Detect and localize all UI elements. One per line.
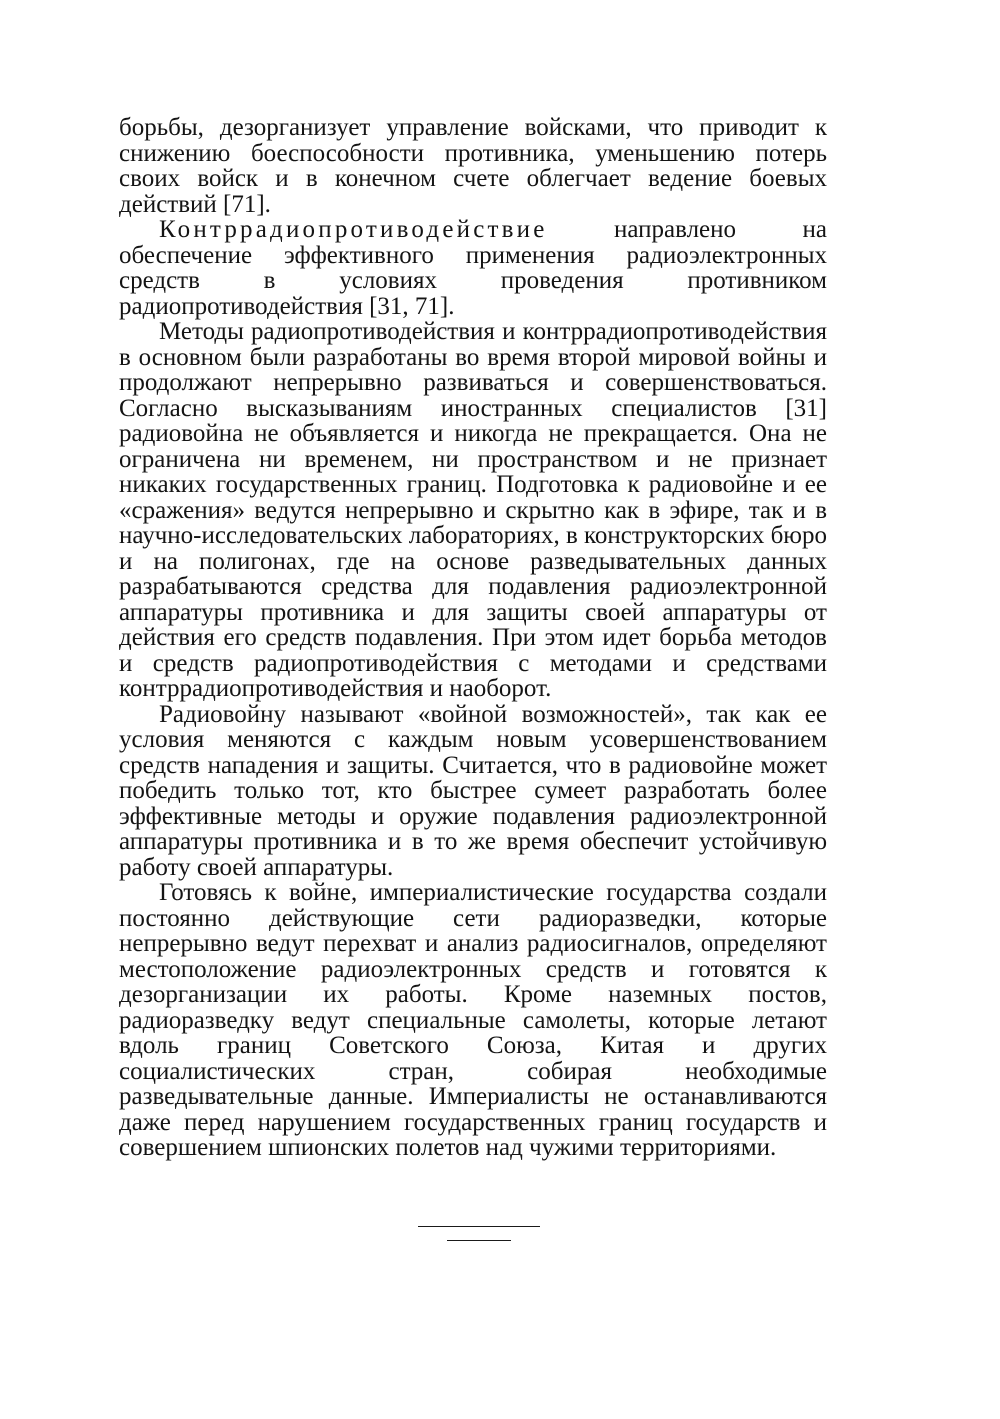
end-rule-long: [418, 1226, 540, 1227]
paragraph-1-text: борьбы, дезорганизует управление войсками, что приводит к снижению боеспособности противника, уменьшению потерь своих войск и в конечном счете облегчает ведение боевых действий [71].: [119, 114, 827, 218]
paragraph-4-text: Радиовойну называют «войной возможностей», так как ее условия меняются с каждым новым усовершенствованием средств нападения и защиты. Считается, что в радиовойне может победить только тот, кто быстрее сумеет разработать более эффективные методы и оружие подавления радиоэлектронной аппаратуры противника и в то же время обеспечит устойчивую работу своей аппаратуры.: [119, 700, 827, 881]
paragraph-2-text: направлено на обеспечение эффективного применения радиоэлектронных средств в условиях проведения противником радиопротиводействия [31, 71].: [119, 216, 827, 320]
paragraph-5-text: Готовясь к войне, империалистические государства создали постоянно действующие сети радиоразведки, которые непрерывно ведут перехват и анализ радиосигналов, определяют местоположение радиоэлектронных средств и готовятся к дезорганизации их работы. Кроме наземных постов, радиоразведку ведут специальные самолеты, которые летают вдоль границ Советского Союза, Китая и других социалистических стран, собирая необходимые разведывательные данные. Империалисты не останавливаются даже перед нарушением государственных границ государств и совершением шпионских полетов над чужими территориями.: [119, 879, 827, 1161]
paragraph-2-term: Контррадиопротиводействие: [159, 216, 548, 243]
end-rule-short: [447, 1240, 511, 1241]
paragraph-3-text: Методы радиопротиводействия и контррадиопротиводействия в основном были разработаны во время второй мировой войны и продолжают непрерывно развиваться и совершенствоваться. Согласно высказываниям иностранных специалистов [31] радиовойна не объявляется и никогда не прекращается. Она не ограничена ни временем, ни пространством и не признает никаких государственных границ. Подготовка к радиовойне и ее «сражения» ведутся непрерывно и скрытно как в эфире, так и в научно-исследовательских лабораториях, в конструкторских бюро и на полигонах, где на основе разведывательных данных разрабатываются средства для подавления радиоэлектронной аппаратуры противника и для защиты своей аппаратуры от действия его средств подавления. При этом идет борьба методов и средств радиопротиводействия с методами и средствами контррадиопротиводействия и наоборот.: [119, 318, 827, 702]
paragraph-1: [119, 115, 827, 217]
document-text: [119, 115, 827, 1161]
paragraph-5: [119, 880, 827, 1161]
paragraph-4: [119, 702, 827, 881]
paragraph-3: [119, 319, 827, 702]
paragraph-2: [119, 217, 827, 319]
